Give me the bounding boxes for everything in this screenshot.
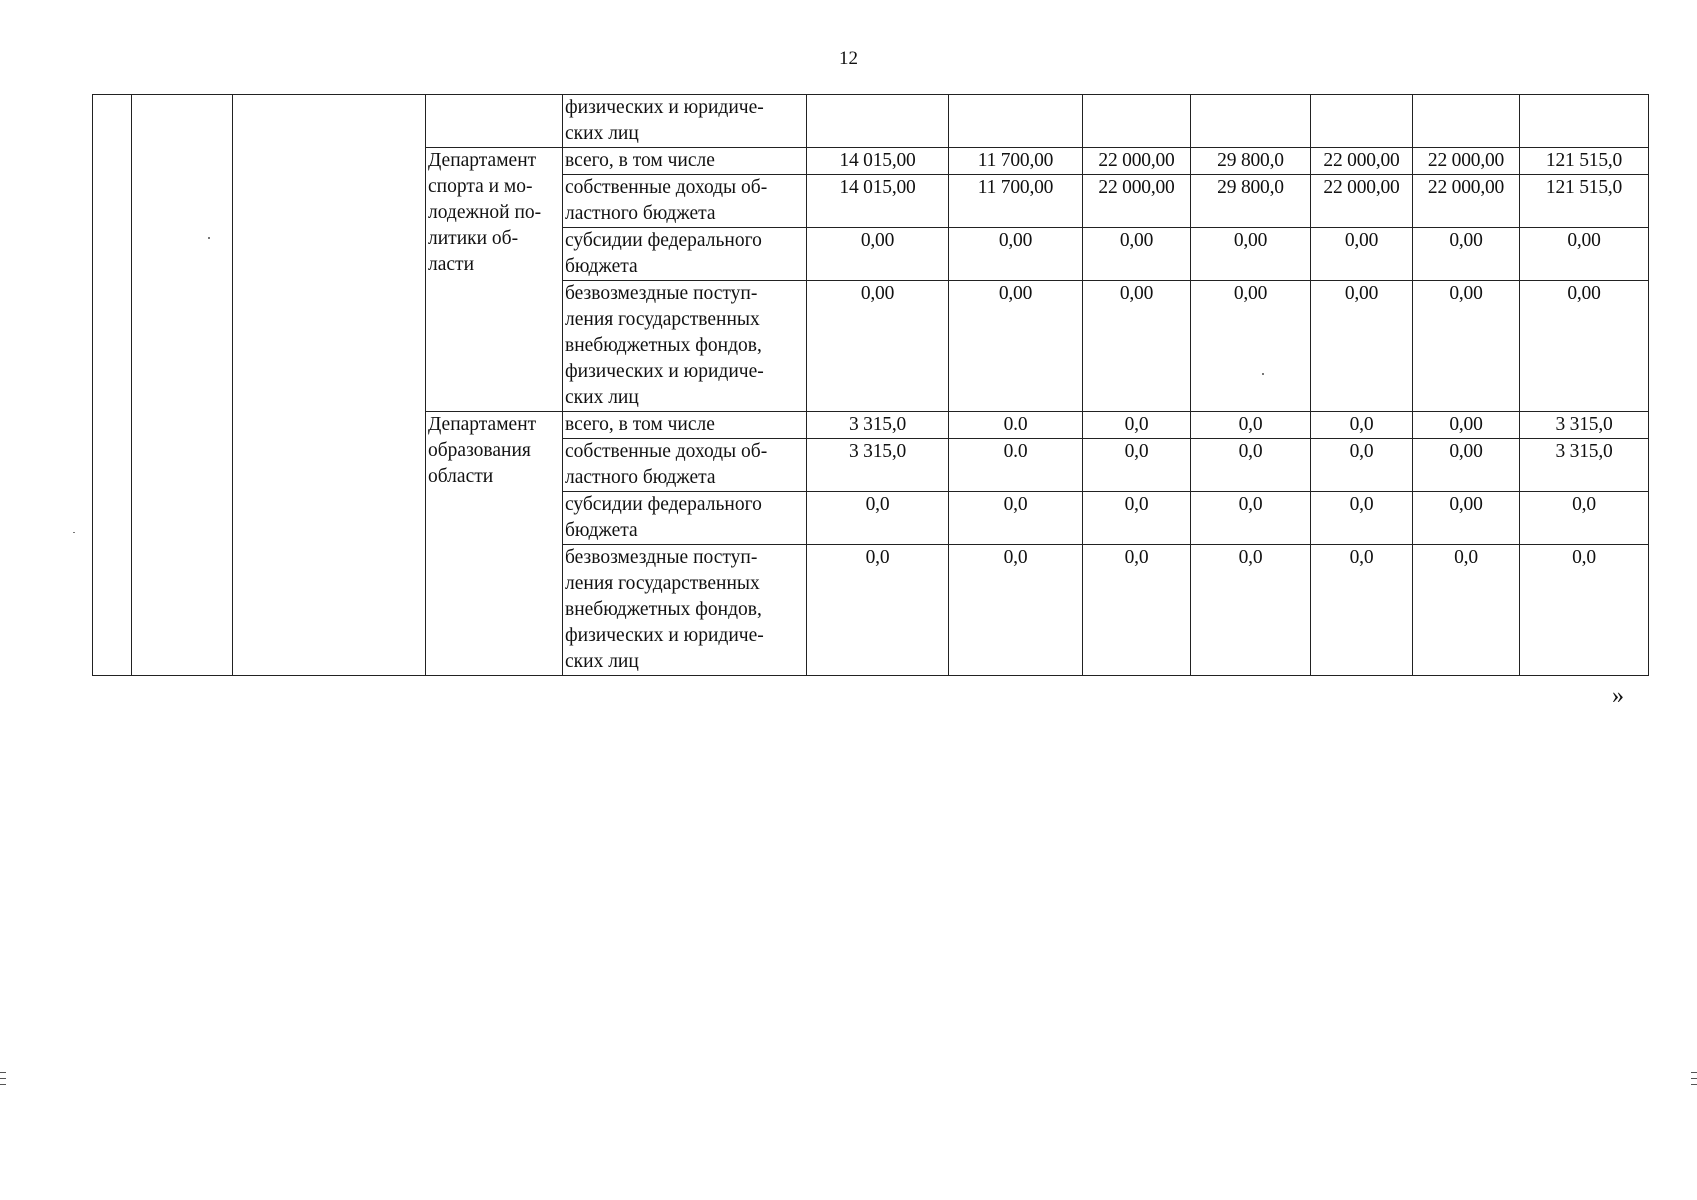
value-cell: 22 000,00	[1413, 175, 1520, 228]
value-cell	[807, 95, 949, 148]
value-cell: 0.0	[949, 439, 1083, 492]
value-cell	[1413, 95, 1520, 148]
value-cell: 0,0	[1191, 545, 1311, 676]
value-cell: 3 315,0	[1520, 412, 1649, 439]
value-cell: 0,00	[807, 281, 949, 412]
value-cell: 0,00	[1413, 228, 1520, 281]
value-cell: 0,0	[1520, 492, 1649, 545]
source-cell: собственные доходы об- ластного бюджета	[563, 439, 807, 492]
scan-speck	[73, 532, 75, 533]
value-cell: 22 000,00	[1083, 175, 1191, 228]
value-cell: 0,00	[1191, 281, 1311, 412]
scan-edge-mark	[0, 1078, 6, 1079]
scan-edge-mark	[1691, 1072, 1697, 1073]
value-cell: 11 700,00	[949, 175, 1083, 228]
department-column-cell	[426, 95, 563, 148]
program-column-cell	[132, 95, 233, 676]
value-cell: 0.0	[949, 412, 1083, 439]
value-cell: 0,00	[1413, 281, 1520, 412]
value-cell: 0,00	[949, 228, 1083, 281]
source-cell: безвозмездные поступ- ления государственных внебюджетных фондов, физических и юридиче- ских лиц	[563, 545, 807, 676]
budget-table-body	[93, 95, 1649, 676]
value-cell: 0,00	[1413, 412, 1520, 439]
value-cell: 0,0	[1083, 492, 1191, 545]
source-cell: субсидии федерального бюджета	[563, 228, 807, 281]
value-cell: 0,0	[1311, 439, 1413, 492]
source-cell: всего, в том числе	[563, 412, 807, 439]
value-cell	[1311, 95, 1413, 148]
value-cell: 0,0	[1083, 545, 1191, 676]
value-cell: 0,0	[807, 545, 949, 676]
value-cell	[1191, 95, 1311, 148]
value-cell: 14 015,00	[807, 148, 949, 175]
value-cell: 22 000,00	[1413, 148, 1520, 175]
value-cell: 0,0	[1311, 545, 1413, 676]
value-cell: 0,00	[1311, 228, 1413, 281]
closing-quote-mark: »	[1612, 683, 1624, 709]
value-cell: 0,00	[1520, 281, 1649, 412]
value-cell: 0,00	[949, 281, 1083, 412]
value-cell: 3 315,0	[807, 412, 949, 439]
value-cell: 3 315,0	[807, 439, 949, 492]
value-cell: 0,0	[1311, 412, 1413, 439]
value-cell: 0,0	[807, 492, 949, 545]
value-cell: 0,00	[1311, 281, 1413, 412]
value-cell: 0,00	[1520, 228, 1649, 281]
source-cell: физических и юридиче- ских лиц	[563, 95, 807, 148]
table-row-continuation	[93, 95, 1649, 148]
value-cell: 22 000,00	[1083, 148, 1191, 175]
value-cell: 0,00	[1413, 492, 1520, 545]
value-cell: 0,00	[1413, 439, 1520, 492]
value-cell: 11 700,00	[949, 148, 1083, 175]
scan-speck	[208, 237, 210, 239]
scan-edge-mark	[0, 1072, 6, 1073]
scan-edge-mark	[1691, 1084, 1697, 1085]
source-cell: безвозмездные поступ- ления государственных внебюджетных фондов, физических и юридиче- ских лиц	[563, 281, 807, 412]
budget-table	[92, 94, 1649, 676]
value-cell	[1520, 95, 1649, 148]
value-cell: 0,0	[949, 492, 1083, 545]
value-cell: 22 000,00	[1311, 175, 1413, 228]
source-cell: всего, в том числе	[563, 148, 807, 175]
value-cell: 121 515,0	[1520, 175, 1649, 228]
page-number: 12	[839, 48, 858, 69]
department-cell: Департамент спорта и мо- лодежной по- литики об- ласти	[426, 148, 563, 412]
value-cell: 0,0	[1083, 439, 1191, 492]
title-column-cell	[233, 95, 426, 676]
value-cell	[949, 95, 1083, 148]
value-cell: 121 515,0	[1520, 148, 1649, 175]
budget-table-wrapper	[92, 94, 1649, 676]
value-cell: 0,0	[1191, 492, 1311, 545]
value-cell: 0,0	[1311, 492, 1413, 545]
value-cell: 0,0	[1413, 545, 1520, 676]
value-cell: 0,00	[1191, 228, 1311, 281]
value-cell: 3 315,0	[1520, 439, 1649, 492]
scan-speck	[1262, 373, 1264, 375]
value-cell: 0,00	[1083, 228, 1191, 281]
scan-edge-mark	[0, 1084, 6, 1085]
value-cell: 29 800,0	[1191, 148, 1311, 175]
source-cell: субсидии федерального бюджета	[563, 492, 807, 545]
value-cell: 0,0	[1083, 412, 1191, 439]
value-cell	[1083, 95, 1191, 148]
value-cell: 0,0	[1520, 545, 1649, 676]
value-cell: 0,0	[1191, 439, 1311, 492]
department-cell: Департамент образования области	[426, 412, 563, 676]
value-cell: 0,0	[1191, 412, 1311, 439]
value-cell: 0,00	[807, 228, 949, 281]
scan-edge-mark	[1691, 1078, 1697, 1079]
number-column-cell	[93, 95, 132, 676]
value-cell: 0,00	[1083, 281, 1191, 412]
source-cell: собственные доходы об- ластного бюджета	[563, 175, 807, 228]
value-cell: 0,0	[949, 545, 1083, 676]
value-cell: 14 015,00	[807, 175, 949, 228]
value-cell: 29 800,0	[1191, 175, 1311, 228]
value-cell: 22 000,00	[1311, 148, 1413, 175]
